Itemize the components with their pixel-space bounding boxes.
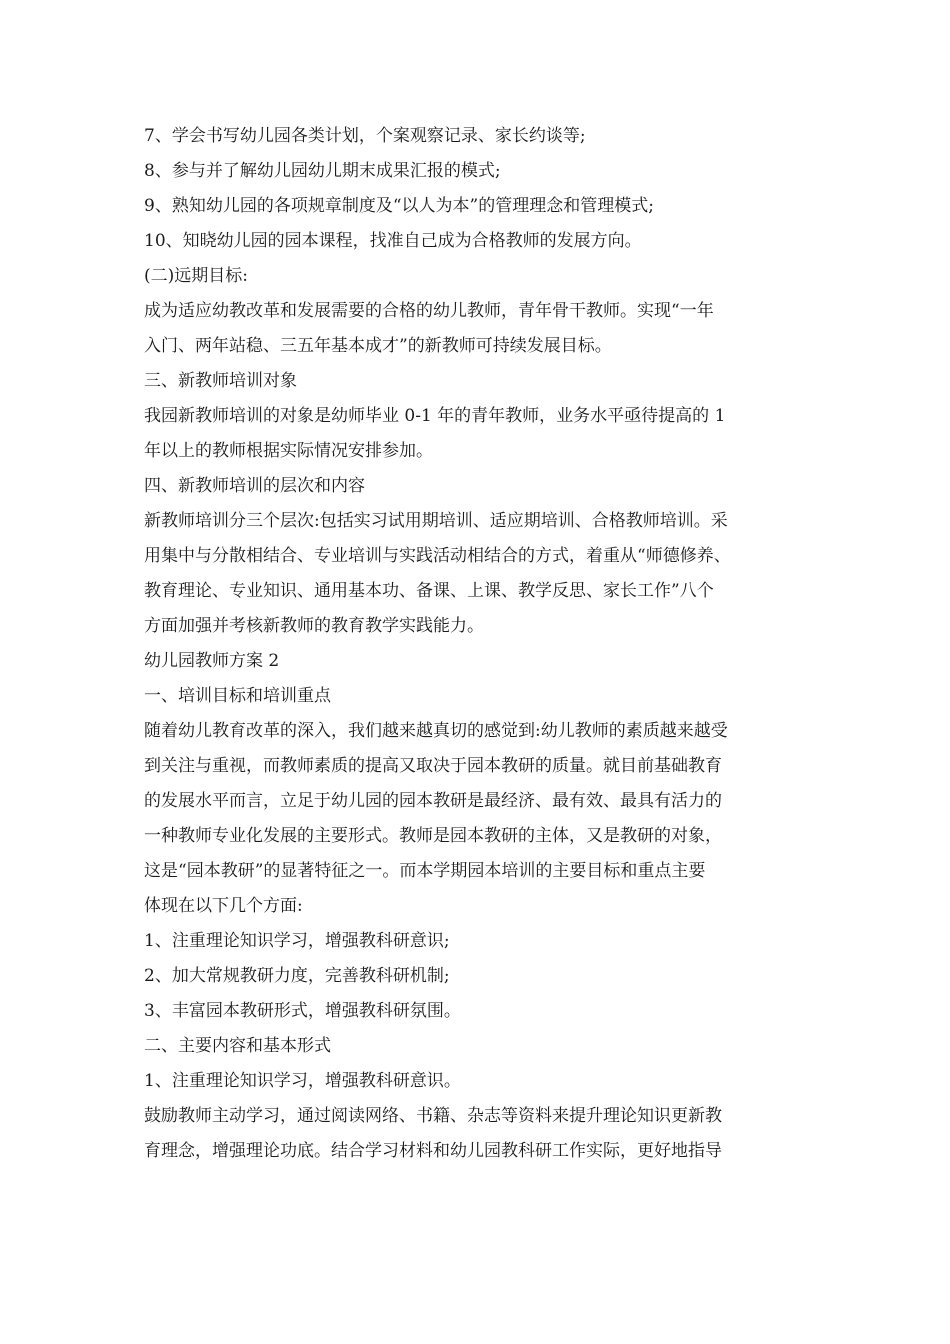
document-title: 幼儿园教师方案 2 xyxy=(144,651,280,671)
list-item: 3、丰富园本教研形式，增强教科研氛围。 xyxy=(144,1001,461,1021)
text-line: 成为适应幼教改革和发展需要的合格的幼儿教师，青年骨干教师。实现“一年 xyxy=(144,301,714,321)
list-item: 2、加大常规教研力度，完善教科研机制; xyxy=(144,966,450,986)
section-heading: 四、新教师培训的层次和内容 xyxy=(144,476,365,496)
text-line: 教育理论、专业知识、通用基本功、备课、上课、教学反思、家长工作”八个 xyxy=(144,581,714,601)
text-line: 8、参与并了解幼儿园幼儿期末成果汇报的模式; xyxy=(144,161,501,181)
text-line: 方面加强并考核新教师的教育教学实践能力。 xyxy=(144,616,484,636)
text-line: 我园新教师培训的对象是幼师毕业 0-1 年的青年教师，业务水平亟待提高的 1 xyxy=(144,406,726,426)
text-line: 9、熟知幼儿园的各项规章制度及“以人为本”的管理理念和管理模式; xyxy=(144,196,654,216)
text-line: 年以上的教师根据实际情况安排参加。 xyxy=(144,441,433,461)
text-line: 的发展水平而言，立足于幼儿园的园本教研是最经济、最有效、最具有活力的 xyxy=(144,791,722,811)
list-item: 1、注重理论知识学习，增强教科研意识; xyxy=(144,931,450,951)
text-line: 到关注与重视，而教师素质的提高又取决于园本教研的质量。就目前基础教育 xyxy=(144,756,722,776)
document-body xyxy=(144,119,824,1169)
text-line: 10、知晓幼儿园的园本课程，找准自己成为合格教师的发展方向。 xyxy=(144,231,642,251)
section-heading: 一、培训目标和培训重点 xyxy=(144,686,331,706)
section-heading: 二、主要内容和基本形式 xyxy=(144,1036,331,1056)
text-line: 体现在以下几个方面: xyxy=(144,896,303,916)
text-line: 育理念，增强理论功底。结合学习材料和幼儿园教科研工作实际，更好地指导 xyxy=(144,1141,722,1161)
text-line: 入门、两年站稳、三五年基本成才”的新教师可持续发展目标。 xyxy=(144,336,612,356)
text-line: 新教师培训分三个层次:包括实习试用期培训、适应期培训、合格教师培训。采 xyxy=(144,511,728,531)
section-heading: 三、新教师培训对象 xyxy=(144,371,297,391)
section-heading: (二)远期目标: xyxy=(144,266,248,286)
text-line: 鼓励教师主动学习，通过阅读网络、书籍、杂志等资料来提升理论知识更新教 xyxy=(144,1106,722,1126)
text-line: 随着幼儿教育改革的深入，我们越来越真切的感觉到:幼儿教师的素质越来越受 xyxy=(144,721,728,741)
text-line: 这是“园本教研”的显著特征之一。而本学期园本培训的主要目标和重点主要 xyxy=(144,861,706,881)
text-line: 7、学会书写幼儿园各类计划，个案观察记录、家长约谈等; xyxy=(144,126,586,146)
text-line: 用集中与分散相结合、专业培训与实践活动相结合的方式，着重从“师德修养、 xyxy=(144,546,731,566)
list-item: 1、注重理论知识学习，增强教科研意识。 xyxy=(144,1071,461,1091)
text-line: 一种教师专业化发展的主要形式。教师是园本教研的主体，又是教研的对象， xyxy=(144,826,722,846)
